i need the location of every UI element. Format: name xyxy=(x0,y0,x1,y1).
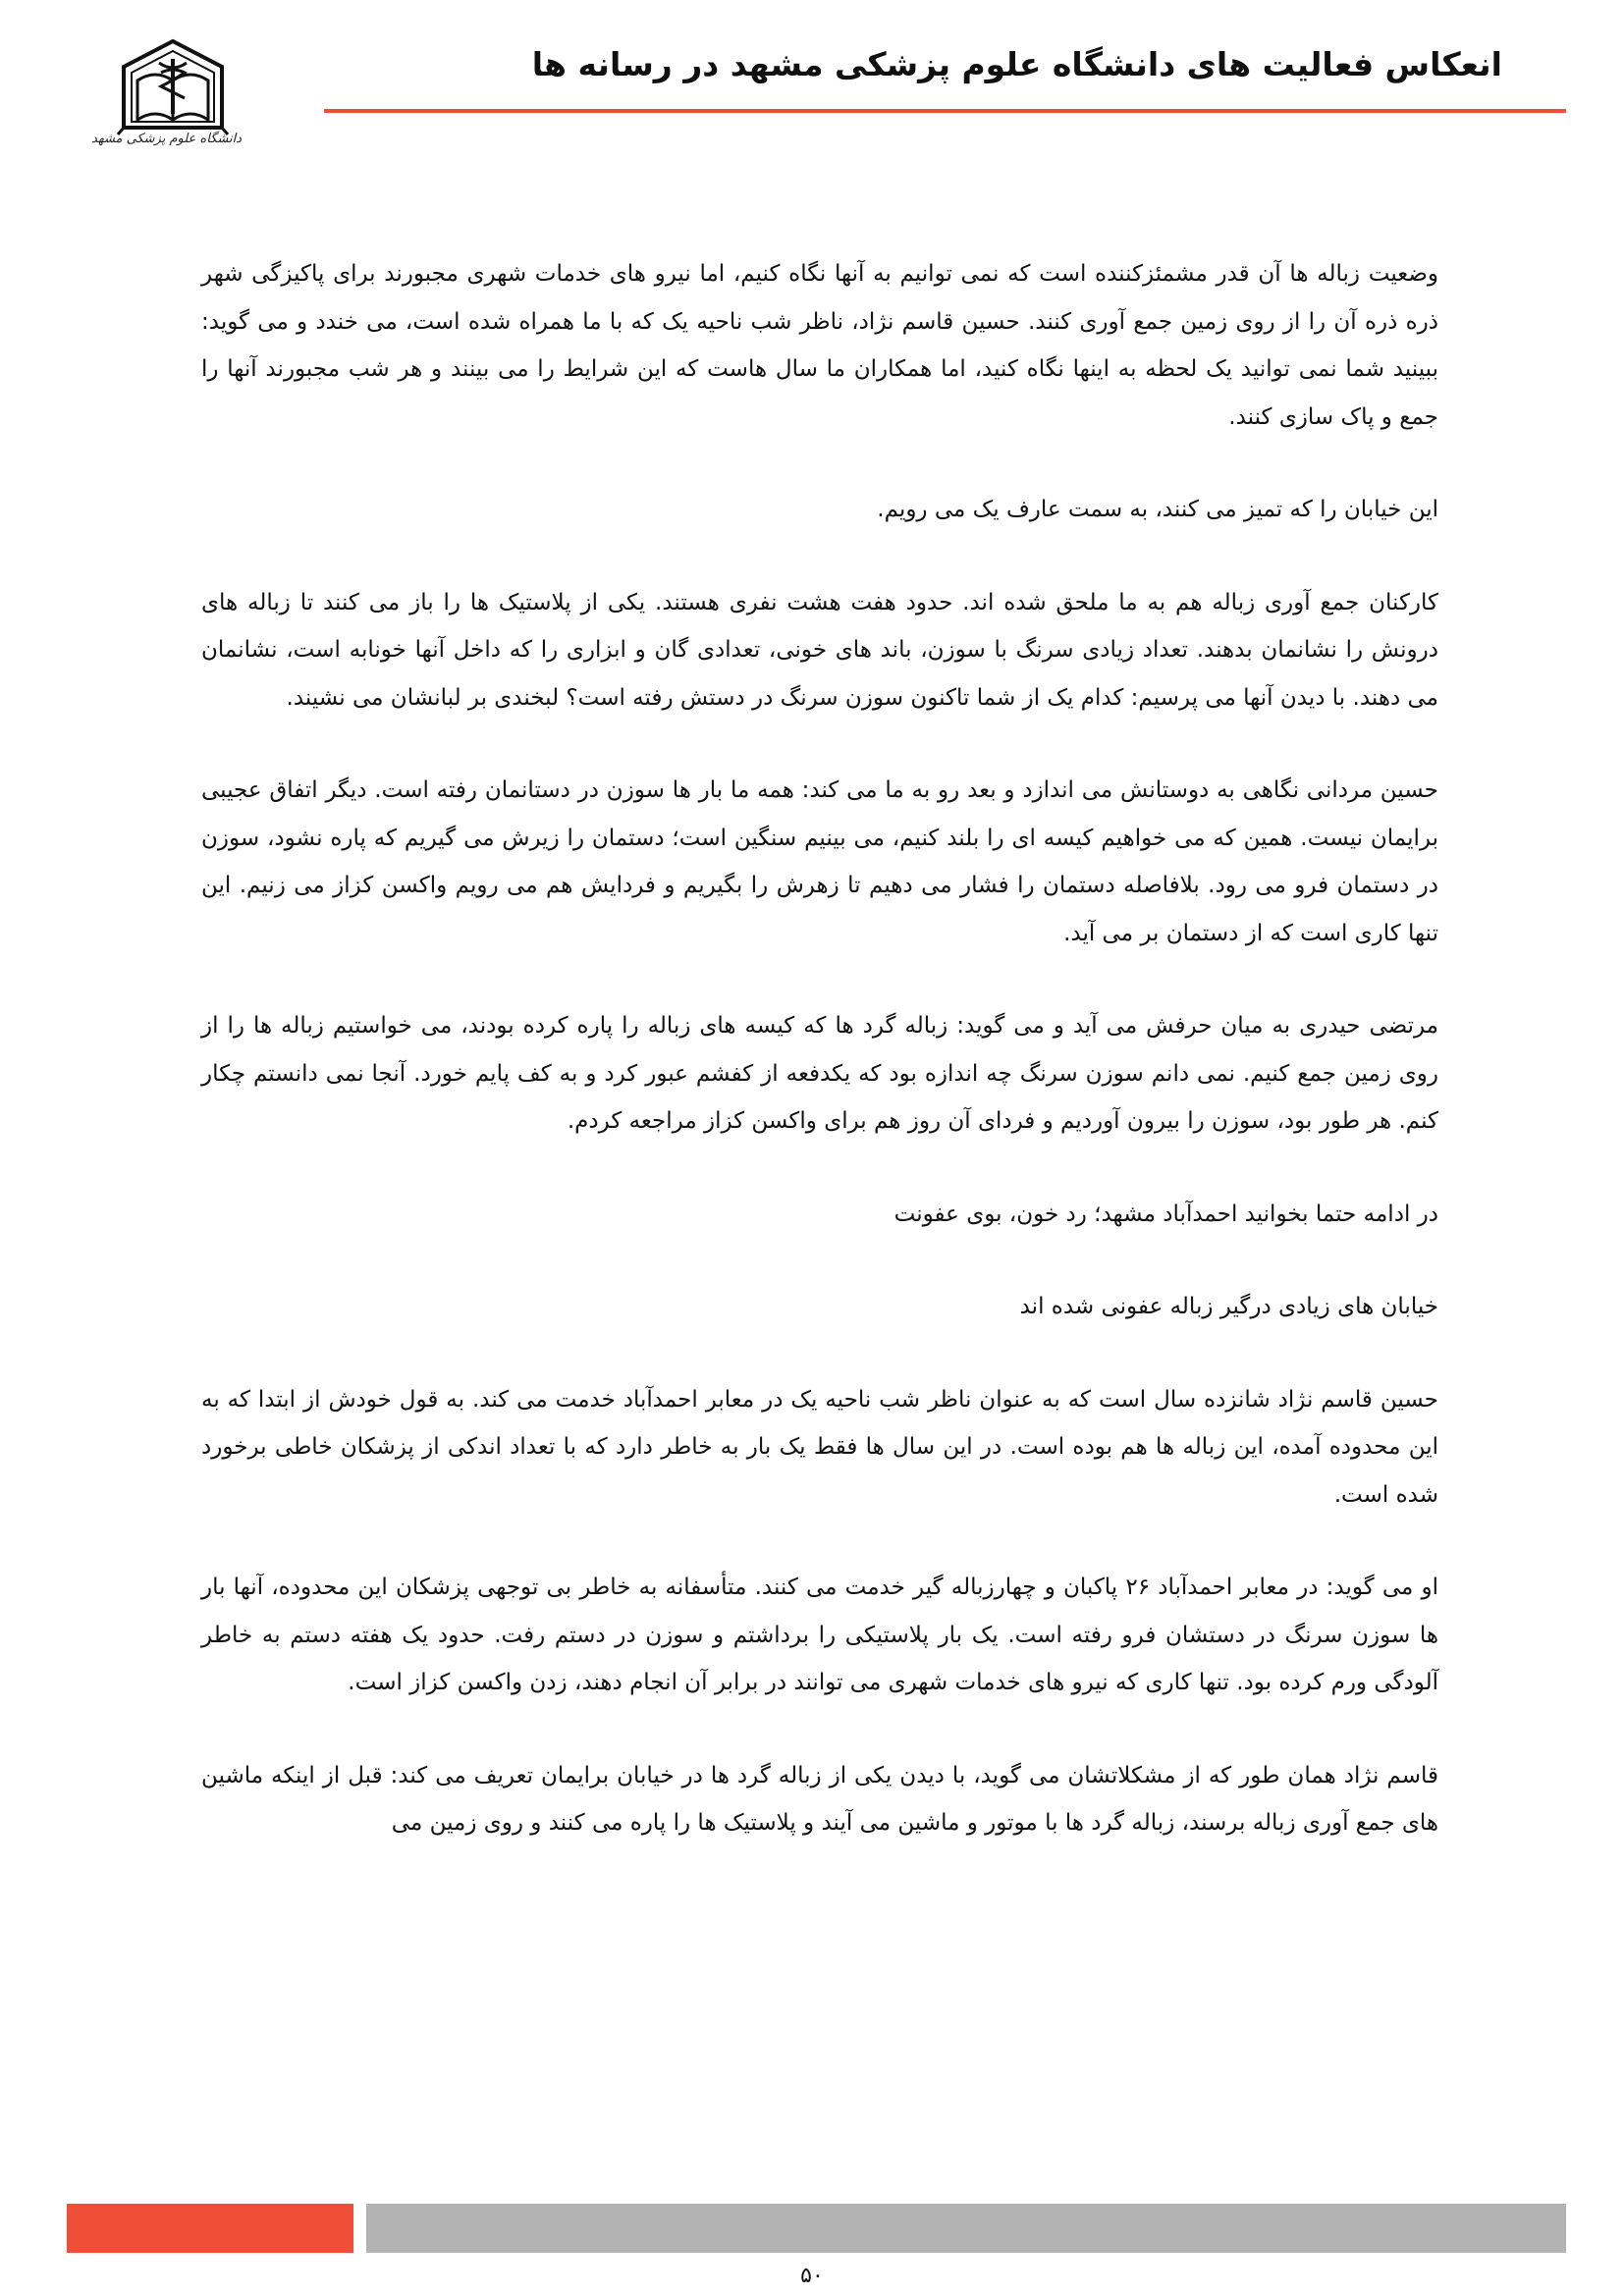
paragraph: حسین مردانی نگاهی به دوستانش می اندازد و بعد رو به ما می کند: همه ما بار ها سوزن در دستانمان رفته است. دیگر اتفاق عجیبی برایمان نیست. همین که می خواهیم کیسه ای را بلند کنیم، می بینیم سنگین است؛ دستمان را زیرش می گیریم که پاره نشود، سوزن در دستمان فرو می رود. بلافاصله دستمان را فشار می دهیم تا زهرش را بگیریم و فردایش هم می رویم واکسن کزاز می زنیم. این تنها کاری است که از دستمان بر می آید. xyxy=(201,777,1438,946)
paragraph: خیابان های زیادی درگیر زباله عفونی شده اند xyxy=(1019,1294,1438,1319)
page-title: انعکاس فعالیت های دانشگاه علوم پزشکی مشهد در رسانه ها xyxy=(531,45,1502,83)
page-number: ۵۰ xyxy=(800,2264,824,2288)
footer-gray-bar xyxy=(366,2204,1566,2253)
page-header xyxy=(0,0,1624,196)
paragraph: این خیابان را که تمیز می کنند، به سمت عارف یک می رویم. xyxy=(877,497,1438,522)
paragraph: قاسم نژاد همان طور که از مشکلاتشان می گوید، با دیدن یکی از زباله گرد ها در خیابان برایمان تعریف می کند: قبل از اینکه ماشین های جمع آوری زباله برسند، زباله گرد ها با موتور و ماشین می آیند و پلاستیک ها را پاره می کنند و روی زمین می xyxy=(201,1762,1438,1836)
article-body xyxy=(201,250,1438,1893)
university-emblem-icon xyxy=(104,37,242,135)
paragraph: حسین قاسم نژاد شانزده سال است که به عنوان ناظر شب ناحیه یک در معابر احمدآباد خدمت می کند. به قول خودش از ابتدا که به این محدوده آمده، این زباله ها هم بوده است. در این سال ها فقط یک بار به خاطر دارد که با تعداد اندکی از پزشکان خاطی برخورد شده است. xyxy=(201,1386,1438,1508)
paragraph: وضعیت زباله ها آن قدر مشمئزکننده است که نمی توانیم به آنها نگاه کنیم، اما نیرو های خدمات شهری مجبورند برای پاکیزگی شهر ذره ذره آن را از روی زمین جمع آوری کنند. حسین قاسم نژاد، ناظر شب ناحیه یک که با ما همراه شده است، می خندد و می گوید: ببینید شما نمی توانید یک لحظه به اینها نگاه کنید، اما همکاران ما سال هاست که این شرایط را می بینند و هر شب مجبورند آنها را جمع و پاک سازی کنند. xyxy=(201,261,1438,430)
paragraph: کارکنان جمع آوری زباله هم به ما ملحق شده اند. حدود هفت هشت نفری هستند. یکی از پلاستیک ها را باز می کنند تا زباله های درونش را نشانمان بدهند. تعداد زیادی سرنگ با سوزن، باند های خونی، تعدادی گان و ابزاری را که داخل آنها خونابه است، نشانمان می دهند. با دیدن آنها می پرسیم: کدام یک از شما تاکنون سوزن سرنگ در دستش رفته است؟ لبخندی بر لبانشان می نشیند. xyxy=(201,589,1438,711)
header-divider xyxy=(324,109,1566,113)
logo-caption: دانشگاه علوم پزشکی مشهد xyxy=(91,132,242,146)
footer-accent-bar xyxy=(67,2204,353,2253)
paragraph: او می گوید: در معابر احمدآباد ۲۶ پاکبان و چهارزباله گیر خدمت می کنند. متأسفانه به خاطر بی توجهی پزشکان این محدوده، آنها بار ها سوزن سرنگ در دستشان فرو رفته است. یک بار پلاستیکی را برداشتم و سوزن در دستم رفت. حدود یک هفته دستم به خاطر آلودگی ورم کرده بود. تنها کاری که نیرو های خدمات شهری می توانند در برابر آن انجام دهند، زدن واکسن کزاز است. xyxy=(201,1575,1438,1695)
paragraph: در ادامه حتما بخوانید احمدآباد مشهد؛ رد خون، بوی عفونت xyxy=(893,1201,1438,1227)
paragraph: مرتضی حیدری به میان حرفش می آید و می گوید: زباله گرد ها که کیسه های زباله را پاره کرده بودند، می خواستیم زباله ها را از روی زمین جمع کنیم. نمی دانم سوزن سرنگ چه اندازه بود که یکدفعه از کفشم عبور کرد و به کف پایم خورد. آنجا نمی دانستم چکار کنم. هر طور بود، سوزن را بیرون آوردیم و فردای آن روز هم برای واکسن کزاز مراجعه کردم. xyxy=(201,1013,1438,1134)
